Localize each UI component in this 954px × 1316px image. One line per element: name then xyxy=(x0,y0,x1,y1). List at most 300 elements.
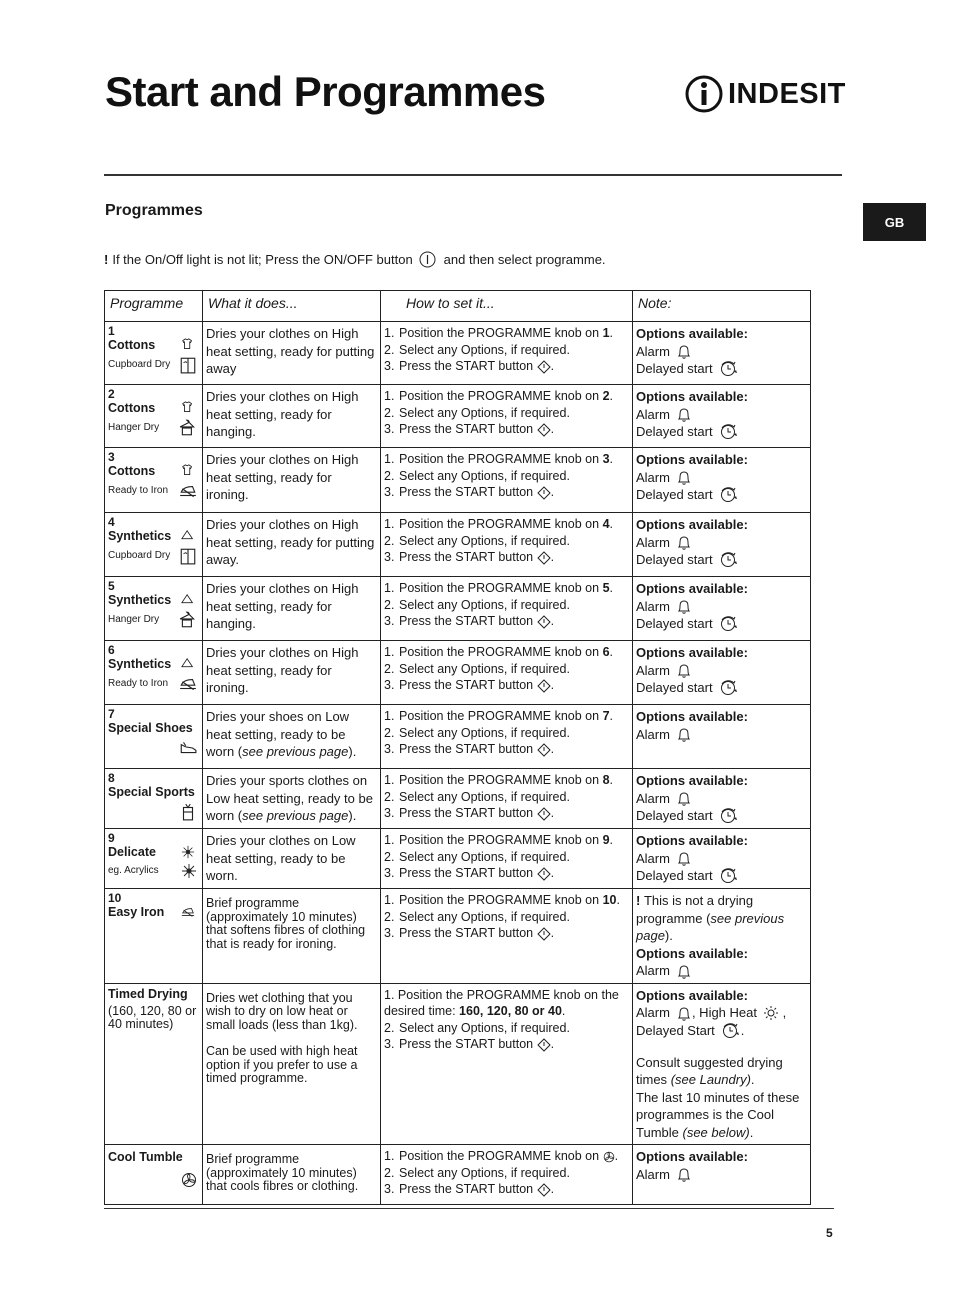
programme-number: 10 xyxy=(108,891,122,905)
step-item xyxy=(384,342,629,359)
start-text: Press the START button xyxy=(399,742,534,756)
alarm-label: Alarm xyxy=(636,1166,670,1182)
options-label: Options available: xyxy=(636,452,748,467)
steps-cell xyxy=(381,448,633,513)
description: Dries your clothes on Low heat setting, ready to be worn. xyxy=(206,833,356,883)
programme-name: Timed Drying xyxy=(108,986,188,1001)
notice-text-after: and then select programme. xyxy=(443,252,606,267)
step-number: 3. xyxy=(384,1182,395,1196)
programme-sub-line xyxy=(108,863,199,879)
step-item xyxy=(384,549,629,566)
hanger-icon xyxy=(179,419,197,437)
note-text: The last 10 minutes of these programmes is the Cool Tumble (see below). xyxy=(636,1089,800,1140)
programme-cell xyxy=(105,705,203,769)
programme-icon-line xyxy=(108,739,199,757)
options-label: Options available: xyxy=(636,581,748,596)
step-number: 3. xyxy=(384,485,395,499)
description: Brief programme (approximately 10 minutes) that softens fibres of clothing that is ready for ironing. xyxy=(206,896,366,951)
step-number: 3. xyxy=(384,742,395,756)
description-cell xyxy=(203,322,381,385)
options-label: Options available: xyxy=(636,645,748,660)
step-text xyxy=(399,661,570,678)
description-ref: see previous page xyxy=(242,744,349,759)
steps-cell xyxy=(381,983,633,1145)
programme-sub: Hanger Dry xyxy=(108,422,160,433)
options-label: Options available: xyxy=(636,709,748,724)
delayed-start-option xyxy=(636,867,807,885)
step-item xyxy=(384,772,629,789)
step-text xyxy=(399,909,570,926)
programme-name: Cool Tumble xyxy=(108,1150,183,1164)
step-text: Position the PROGRAMME knob on 1. xyxy=(399,326,614,340)
alarm-option xyxy=(636,534,807,552)
iron-icon xyxy=(179,482,197,500)
step-number: 1. xyxy=(384,893,395,907)
programme-number: 8 xyxy=(108,771,115,785)
step-text: Press the START button . xyxy=(399,550,555,564)
alarm-label: Alarm xyxy=(636,850,670,866)
delayed-start-option xyxy=(636,679,807,697)
table-row xyxy=(105,641,811,705)
step-item xyxy=(384,849,629,866)
select-text: Select any Options, if required. xyxy=(399,405,570,420)
clock-icon xyxy=(719,486,739,504)
programme-cell xyxy=(105,448,203,513)
description-cell xyxy=(203,983,381,1145)
step-text: Position the PROGRAMME knob on 6. xyxy=(399,645,614,659)
step-number: 1. xyxy=(384,581,395,595)
description-cell xyxy=(203,641,381,705)
step-item xyxy=(384,421,629,438)
triangle-icon xyxy=(181,529,195,543)
description-cell xyxy=(203,829,381,889)
note-text: ! This is not a drying programme (see previous page). xyxy=(636,893,785,943)
description-cell xyxy=(203,577,381,641)
step-text: Press the START button . xyxy=(399,359,555,373)
step-number: 1. xyxy=(384,773,395,787)
delayed-start-option xyxy=(636,486,807,504)
bell-icon xyxy=(676,1166,692,1182)
step-number: 2. xyxy=(384,909,395,924)
select-text: Select any Options, if required. xyxy=(399,533,570,548)
select-text: Select any Options, if required. xyxy=(399,342,570,357)
knob-value: 1 xyxy=(602,326,610,340)
knob-value: 8 xyxy=(602,773,610,787)
description: Dries your clothes on High heat setting, ready for putting away xyxy=(206,326,375,376)
select-text: Select any Options, if required. xyxy=(399,1165,570,1180)
shirt-icon xyxy=(181,338,195,352)
delayed-start-option xyxy=(636,423,807,441)
clock-icon xyxy=(721,1022,741,1040)
bell-icon xyxy=(676,534,692,550)
steps-cell xyxy=(381,513,633,577)
step-text: Press the START button . xyxy=(399,1037,555,1051)
alarm-option xyxy=(636,850,807,868)
step-number: 1. xyxy=(384,389,395,403)
programme-name-line xyxy=(108,529,199,543)
notice-bang: ! xyxy=(104,252,109,267)
delayed-start-label: Delayed start xyxy=(636,487,713,503)
programme-cell xyxy=(105,829,203,889)
steps-list xyxy=(384,325,629,375)
bell-icon xyxy=(676,343,692,359)
step-number: 1. xyxy=(384,987,398,1002)
step-item xyxy=(384,325,629,342)
clock-icon xyxy=(719,679,739,697)
step-item: 1. Position the PROGRAMME knob on the desired time: 160, 120, 80 or 40. xyxy=(384,987,619,1018)
alarm-label: Alarm xyxy=(636,534,670,550)
high-heat-label: , High Heat xyxy=(691,1005,757,1020)
knob-text: Position the PROGRAMME knob on xyxy=(399,645,600,659)
start-diamond-icon xyxy=(537,1038,551,1052)
description: Dries your shoes on Low heat setting, ready to be worn ( xyxy=(206,709,350,759)
programme-icon-line xyxy=(108,1172,199,1188)
footer-divider xyxy=(104,1208,834,1209)
header-divider xyxy=(104,174,842,176)
step-item xyxy=(384,741,629,758)
programme-cell xyxy=(105,577,203,641)
step-item xyxy=(384,580,629,597)
bell-icon xyxy=(676,1005,692,1021)
start-diamond-icon xyxy=(537,423,551,437)
power-button-icon xyxy=(419,251,436,268)
notice xyxy=(104,251,606,268)
description-end: ). xyxy=(348,744,357,759)
programme-cell xyxy=(105,889,203,984)
programme-number: 4 xyxy=(108,515,115,529)
clock-icon xyxy=(719,360,739,378)
programme-name: Cottons xyxy=(108,338,156,352)
step-number: 1. xyxy=(384,517,395,531)
description: Dries your clothes on High heat setting, ready for ironing. xyxy=(206,645,359,695)
step-text: Press the START button . xyxy=(399,678,555,692)
bell-icon xyxy=(676,790,692,806)
start-diamond-icon xyxy=(537,486,551,500)
table-row xyxy=(105,769,811,829)
alarm-label: Alarm xyxy=(636,1005,670,1020)
start-diamond-icon xyxy=(537,867,551,881)
programme-name: Synthetics xyxy=(108,657,172,671)
select-text: Select any Options, if required. xyxy=(399,597,570,612)
select-text: Select any Options, if required. xyxy=(399,909,570,924)
note-part: Consult suggested drying times xyxy=(636,1054,783,1087)
table-row xyxy=(105,448,811,513)
table-row xyxy=(105,829,811,889)
step-item xyxy=(384,805,629,822)
programme-name-line xyxy=(108,905,199,919)
step-number: 2. xyxy=(384,725,395,740)
note-cell xyxy=(633,385,811,448)
note-cell xyxy=(633,513,811,577)
table-row xyxy=(105,513,811,577)
knob-value: 4 xyxy=(602,517,610,531)
alarm-label: Alarm xyxy=(636,406,670,422)
programme-sub-line xyxy=(108,356,199,374)
options-label: Options available: xyxy=(636,945,748,961)
bell-icon xyxy=(676,469,692,485)
knob-value: 9 xyxy=(602,833,610,847)
step-item xyxy=(384,516,629,533)
description: Dries your clothes on High heat setting, ready for putting away. xyxy=(206,517,375,567)
step-item xyxy=(384,1148,629,1165)
indesit-logo-icon xyxy=(684,74,724,114)
step-item xyxy=(384,677,629,694)
options-label: Options available: xyxy=(636,517,748,532)
step-text: Press the START button . xyxy=(399,742,555,756)
step-text: Position the PROGRAMME knob on . xyxy=(399,1149,619,1163)
step-item xyxy=(384,358,629,375)
alarm-option xyxy=(636,406,807,424)
start-text: Press the START button xyxy=(399,678,534,692)
knob-value: 2 xyxy=(602,389,610,403)
description-cell xyxy=(203,705,381,769)
bell-icon xyxy=(676,406,692,422)
steps-cell xyxy=(381,577,633,641)
step-text: Position the PROGRAMME knob on 9. xyxy=(399,833,614,847)
step-item xyxy=(384,1165,629,1182)
options-label: Options available: xyxy=(636,1149,748,1164)
fan-icon xyxy=(181,1172,197,1188)
brand-logo xyxy=(684,74,846,114)
alarm-option xyxy=(636,1166,807,1184)
programme-cell xyxy=(105,385,203,448)
note-cell xyxy=(633,705,811,769)
step-text xyxy=(399,405,570,422)
knob-text: Position the PROGRAMME knob on xyxy=(399,833,600,847)
alarm-label: Alarm xyxy=(636,598,670,614)
description: Dries wet clothing that you wish to dry on low heat or small loads (less than 1kg). xyxy=(206,990,358,1032)
delayed-start-label: Delayed start xyxy=(636,616,713,632)
step-number: 1. xyxy=(384,645,395,659)
step-number: 2. xyxy=(384,468,395,483)
step-number: 3. xyxy=(384,550,395,564)
steps-cell xyxy=(381,385,633,448)
programme-name: Synthetics xyxy=(108,529,172,543)
delayed-start-option xyxy=(636,615,807,633)
table-row xyxy=(105,983,811,1145)
alarm-label: Alarm xyxy=(636,662,670,678)
page-title: Start and Programmes xyxy=(105,68,546,115)
description-cell xyxy=(203,1145,381,1205)
select-text: Select any Options, if required. xyxy=(399,789,570,804)
start-text: Press the START button xyxy=(399,359,534,373)
programme-cell xyxy=(105,322,203,385)
programme-number: 9 xyxy=(108,831,115,845)
alarm-label: Alarm xyxy=(636,726,670,742)
programme-number: 6 xyxy=(108,643,115,657)
note-cell xyxy=(633,889,811,984)
programme-name-line xyxy=(108,401,199,415)
note-cell xyxy=(633,769,811,829)
steps-cell xyxy=(381,769,633,829)
knob-value: 10 xyxy=(602,893,617,907)
knob-value: 5 xyxy=(602,581,610,595)
step-number: 2. xyxy=(384,849,395,864)
programme-name-line xyxy=(108,721,199,735)
step-text: Press the START button . xyxy=(399,422,555,436)
start-text: Press the START button xyxy=(399,806,534,820)
programme-cell xyxy=(105,983,203,1145)
note-cell xyxy=(633,829,811,889)
description-end: ). xyxy=(348,808,357,823)
knob-text: Position the PROGRAMME knob on xyxy=(399,389,600,403)
select-text: Select any Options, if required. xyxy=(399,725,570,740)
step-text: Position the PROGRAMME knob on 10. xyxy=(399,893,620,907)
description-ref: see previous page xyxy=(242,808,349,823)
table-row xyxy=(105,577,811,641)
step-item xyxy=(384,1181,629,1198)
programme-sub-line xyxy=(108,547,199,565)
shirt-icon xyxy=(181,464,195,478)
start-text: Press the START button xyxy=(399,866,534,880)
step-text: Position the PROGRAMME knob on 5. xyxy=(399,581,614,595)
step-number: 3. xyxy=(384,926,395,940)
step-number: 3. xyxy=(384,1037,395,1051)
alarm-heat-option: Alarm , High Heat , xyxy=(636,1005,787,1020)
step-item xyxy=(384,832,629,849)
hanger-icon xyxy=(179,611,197,629)
steps-list xyxy=(384,1148,629,1198)
step-number: 2. xyxy=(384,661,395,676)
delayed-start-label: Delayed start xyxy=(636,552,713,568)
programme-name-line xyxy=(108,657,199,671)
note-cell xyxy=(633,448,811,513)
step-text xyxy=(399,597,570,614)
description-cell xyxy=(203,385,381,448)
note-cell xyxy=(633,1145,811,1205)
select-text: Select any Options, if required. xyxy=(399,468,570,483)
bell-icon xyxy=(676,662,692,678)
start-diamond-icon xyxy=(537,807,551,821)
step-number: 1. xyxy=(384,709,395,723)
step-text: Position the PROGRAMME knob on 3. xyxy=(399,452,614,466)
table-row xyxy=(105,705,811,769)
column-header: Note: xyxy=(633,291,811,322)
fan-icon xyxy=(603,1151,615,1163)
step-number: 2. xyxy=(384,405,395,420)
flower-icon xyxy=(181,845,195,859)
programme-sub-line xyxy=(108,419,199,437)
start-diamond-icon xyxy=(537,551,551,565)
start-text: Press the START button xyxy=(399,1182,534,1196)
step-text: Press the START button . xyxy=(399,614,555,628)
knob-value: 3 xyxy=(602,452,610,466)
step-text: Press the START button . xyxy=(399,806,555,820)
delayed-start-label: Delayed start xyxy=(636,361,713,377)
step-item xyxy=(384,597,629,614)
delayed-start-option xyxy=(636,807,807,825)
note-end: ). xyxy=(664,928,673,943)
note-part: The last 10 minutes of these programmes is the Cool Tumble xyxy=(636,1089,800,1140)
step-number: 3. xyxy=(384,678,395,692)
bell-icon xyxy=(676,850,692,866)
shoe-icon xyxy=(179,739,197,757)
step-item xyxy=(384,865,629,882)
column-header: How to set it... xyxy=(381,291,633,322)
step-number: 3. xyxy=(384,866,395,880)
steps-list xyxy=(384,388,629,438)
step-item xyxy=(384,892,629,909)
programme-name-line xyxy=(108,464,199,478)
alarm-label: Alarm xyxy=(636,790,670,806)
steps-cell xyxy=(381,1145,633,1205)
clock-icon xyxy=(719,423,739,441)
step-item xyxy=(384,533,629,550)
alarm-option xyxy=(636,790,807,808)
start-diamond-icon xyxy=(537,615,551,629)
delayed-start-option: Delayed Start . xyxy=(636,1022,745,1038)
programme-sub: Ready to Iron xyxy=(108,485,169,496)
description-extra: Can be used with high heat option if you prefer to use a timed programme. xyxy=(206,1044,358,1085)
flower-icon xyxy=(181,863,197,879)
delayed-start-label: Delayed start xyxy=(636,424,713,440)
programme-name-line xyxy=(108,338,199,352)
description: Dries your clothes on High heat setting, ready for hanging. xyxy=(206,389,359,439)
steps-cell xyxy=(381,829,633,889)
programme-name-line xyxy=(108,593,199,607)
step-number: 2. xyxy=(384,342,395,357)
programme-name-line xyxy=(108,845,199,859)
step-number: 2. xyxy=(384,597,395,612)
programme-name-line xyxy=(108,785,199,799)
steps-list xyxy=(384,832,629,882)
delayed-start-option xyxy=(636,360,807,378)
start-diamond-icon xyxy=(537,1183,551,1197)
programme-number: 3 xyxy=(108,450,115,464)
note-text: Consult suggested drying times (see Laundry). xyxy=(636,1054,783,1087)
step-number: 2. xyxy=(384,789,395,804)
step-item xyxy=(384,909,629,926)
description-cell xyxy=(203,769,381,829)
cupboard-icon xyxy=(179,356,197,374)
select-text: Select any Options, if required. xyxy=(399,1020,570,1035)
programme-sub: Hanger Dry xyxy=(108,614,160,625)
programme-number: 7 xyxy=(108,707,115,721)
step-number: 3. xyxy=(384,806,395,820)
table-row xyxy=(105,322,811,385)
bell-icon xyxy=(676,726,692,742)
alarm-label: Alarm xyxy=(636,469,670,485)
knob-text: Position the PROGRAMME knob on xyxy=(399,893,600,907)
brand-name: INDESIT xyxy=(728,77,846,110)
iron-icon xyxy=(181,905,195,919)
step-item xyxy=(384,613,629,630)
delayed-start-label: Delayed start xyxy=(636,808,713,824)
programme-name: Delicate xyxy=(108,845,156,859)
alarm-option xyxy=(636,962,807,980)
delayed-start-option xyxy=(636,551,807,569)
step-number: 1. xyxy=(384,452,395,466)
options-label: Options available: xyxy=(636,389,748,404)
step-number: 2. xyxy=(384,533,395,548)
description-cell xyxy=(203,889,381,984)
clock-icon xyxy=(719,551,739,569)
note-part: This is not a drying programme ( xyxy=(636,893,754,926)
select-text: Select any Options, if required. xyxy=(399,661,570,676)
step-text xyxy=(399,849,570,866)
page-number: 5 xyxy=(826,1226,833,1240)
step-text xyxy=(399,1020,570,1037)
start-text: Press the START button xyxy=(399,926,534,940)
description-cell xyxy=(203,448,381,513)
column-header: What it does... xyxy=(203,291,381,322)
options-label: Options available: xyxy=(636,987,748,1003)
clock-icon xyxy=(719,867,739,885)
step-text: Press the START button . xyxy=(399,1182,555,1196)
note-cell xyxy=(633,983,811,1145)
description: Brief programme (approximately 10 minutes) that cools fibres or clothing. xyxy=(206,1152,359,1193)
step-text xyxy=(399,725,570,742)
